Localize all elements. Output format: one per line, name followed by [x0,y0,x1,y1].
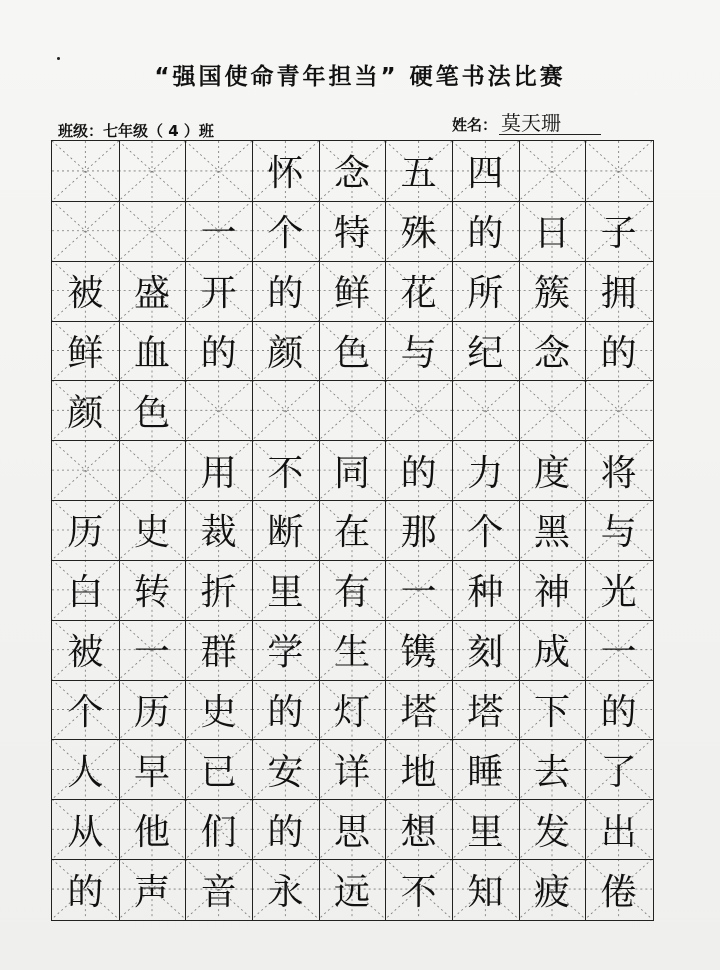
handwritten-character: 殊 [400,213,437,255]
handwritten-character: 从 [67,811,104,853]
handwritten-character: 已 [200,751,237,793]
handwritten-character: 里 [267,572,304,614]
handwritten-character: 色 [333,332,370,374]
handwritten-character: 拥 [600,273,637,315]
handwritten-character: 一 [600,632,637,674]
handwritten-character: 簇 [533,273,570,315]
handwritten-character: 一 [400,572,437,614]
handwritten-character: 有 [333,572,370,614]
handwritten-character: 的 [200,332,237,374]
handwritten-character: 一 [133,632,170,674]
handwritten-character: 去 [533,751,570,793]
handwritten-character: 刻 [467,632,504,674]
handwritten-character: 色 [133,392,170,434]
handwritten-character: 了 [600,751,637,793]
handwritten-character: 塔 [467,692,504,734]
handwritten-character: 塔 [400,692,437,734]
handwritten-character: 声 [133,871,170,913]
handwritten-character: 永 [267,871,304,913]
handwritten-character: 折 [200,572,237,614]
handwritten-character: 在 [333,512,370,554]
handwritten-character: 特 [333,213,370,255]
handwritten-character: 个 [267,213,304,255]
handwritten-character: 地 [400,751,437,793]
handwritten-character: 断 [267,512,304,554]
handwritten-character: 裁 [200,512,237,554]
handwritten-character: 思 [333,811,370,853]
handwritten-character: 详 [333,751,370,793]
handwritten-character: 早 [133,751,170,793]
handwritten-character: 将 [600,452,637,494]
calligraphy-grid [51,140,654,921]
name-field [452,112,601,135]
handwritten-character: 的 [267,811,304,853]
handwritten-character: 不 [267,452,304,494]
handwritten-character: 个 [67,692,104,734]
handwritten-character: 倦 [600,871,637,913]
handwritten-character: 力 [467,452,504,494]
handwritten-character: 与 [400,332,437,374]
handwritten-character: 他 [133,811,170,853]
handwritten-character: 学 [267,632,304,674]
name-label: 姓名： [452,116,498,134]
handwritten-character: 颜 [267,332,304,374]
handwritten-character: 个 [467,512,504,554]
handwritten-character: 开 [200,273,237,315]
handwritten-character: 史 [200,692,237,734]
handwritten-character: 五 [400,153,437,195]
handwritten-character: 灯 [333,692,370,734]
handwritten-character: 被 [67,273,104,315]
handwritten-character: 颜 [67,392,104,434]
handwritten-character: 疲 [533,871,570,913]
handwritten-character: 转 [133,572,170,614]
handwritten-character: 成 [533,632,570,674]
handwritten-character: 不 [400,871,437,913]
handwritten-character: 种 [467,572,504,614]
handwritten-character: 度 [533,452,570,494]
handwritten-character: 日 [533,213,570,255]
handwritten-character: 四 [467,153,504,195]
handwritten-character: 下 [533,692,570,734]
handwritten-character: 出 [600,811,637,853]
handwritten-character: 黑 [533,512,570,554]
handwritten-character: 生 [333,632,370,674]
handwritten-character: 盛 [133,273,170,315]
handwritten-character: 神 [533,572,570,614]
page-title: “强国使命青年担当” 硬笔书法比赛 [154,64,566,90]
handwritten-character: 发 [533,811,570,853]
handwritten-character: 鲜 [333,273,370,315]
handwritten-character: 同 [333,452,370,494]
handwritten-character: 血 [133,332,170,374]
handwritten-character: 想 [400,811,437,853]
handwritten-character: 子 [600,213,637,255]
handwritten-character: 念 [533,332,570,374]
handwritten-character: 那 [400,512,437,554]
handwritten-character: 光 [600,572,637,614]
handwritten-character: 鲜 [67,332,104,374]
handwritten-character: 一 [200,213,237,255]
name-value: 莫天珊 [499,112,601,135]
handwritten-character: 的 [600,692,637,734]
handwritten-character: 知 [467,871,504,913]
handwritten-character: 音 [200,871,237,913]
handwritten-character: 用 [200,452,237,494]
handwritten-character: 史 [133,512,170,554]
handwritten-character: 的 [267,273,304,315]
handwritten-character: 镌 [400,632,437,674]
handwritten-character: 安 [267,751,304,793]
class-label: 班级：七年级（ 4 ）班 [58,122,214,140]
handwritten-character: 历 [133,692,170,734]
handwritten-character: 远 [333,871,370,913]
handwritten-character: 人 [67,751,104,793]
handwritten-character: 们 [200,811,237,853]
handwritten-character: 白 [67,572,104,614]
handwritten-character: 的 [400,452,437,494]
handwritten-character: 与 [600,512,637,554]
handwritten-character: 历 [67,512,104,554]
handwritten-character: 纪 [467,332,504,374]
handwritten-character: 念 [333,153,370,195]
handwritten-character: 睡 [467,751,504,793]
handwritten-character: 群 [200,632,237,674]
handwritten-character: 里 [467,811,504,853]
handwritten-character: 被 [67,632,104,674]
handwritten-character: 的 [267,692,304,734]
handwritten-character: 的 [467,213,504,255]
handwritten-character: 的 [600,332,637,374]
handwritten-character: 所 [467,273,504,315]
handwritten-character: 怀 [267,153,304,195]
handwritten-character: 的 [67,871,104,913]
handwritten-character: 花 [400,273,437,315]
